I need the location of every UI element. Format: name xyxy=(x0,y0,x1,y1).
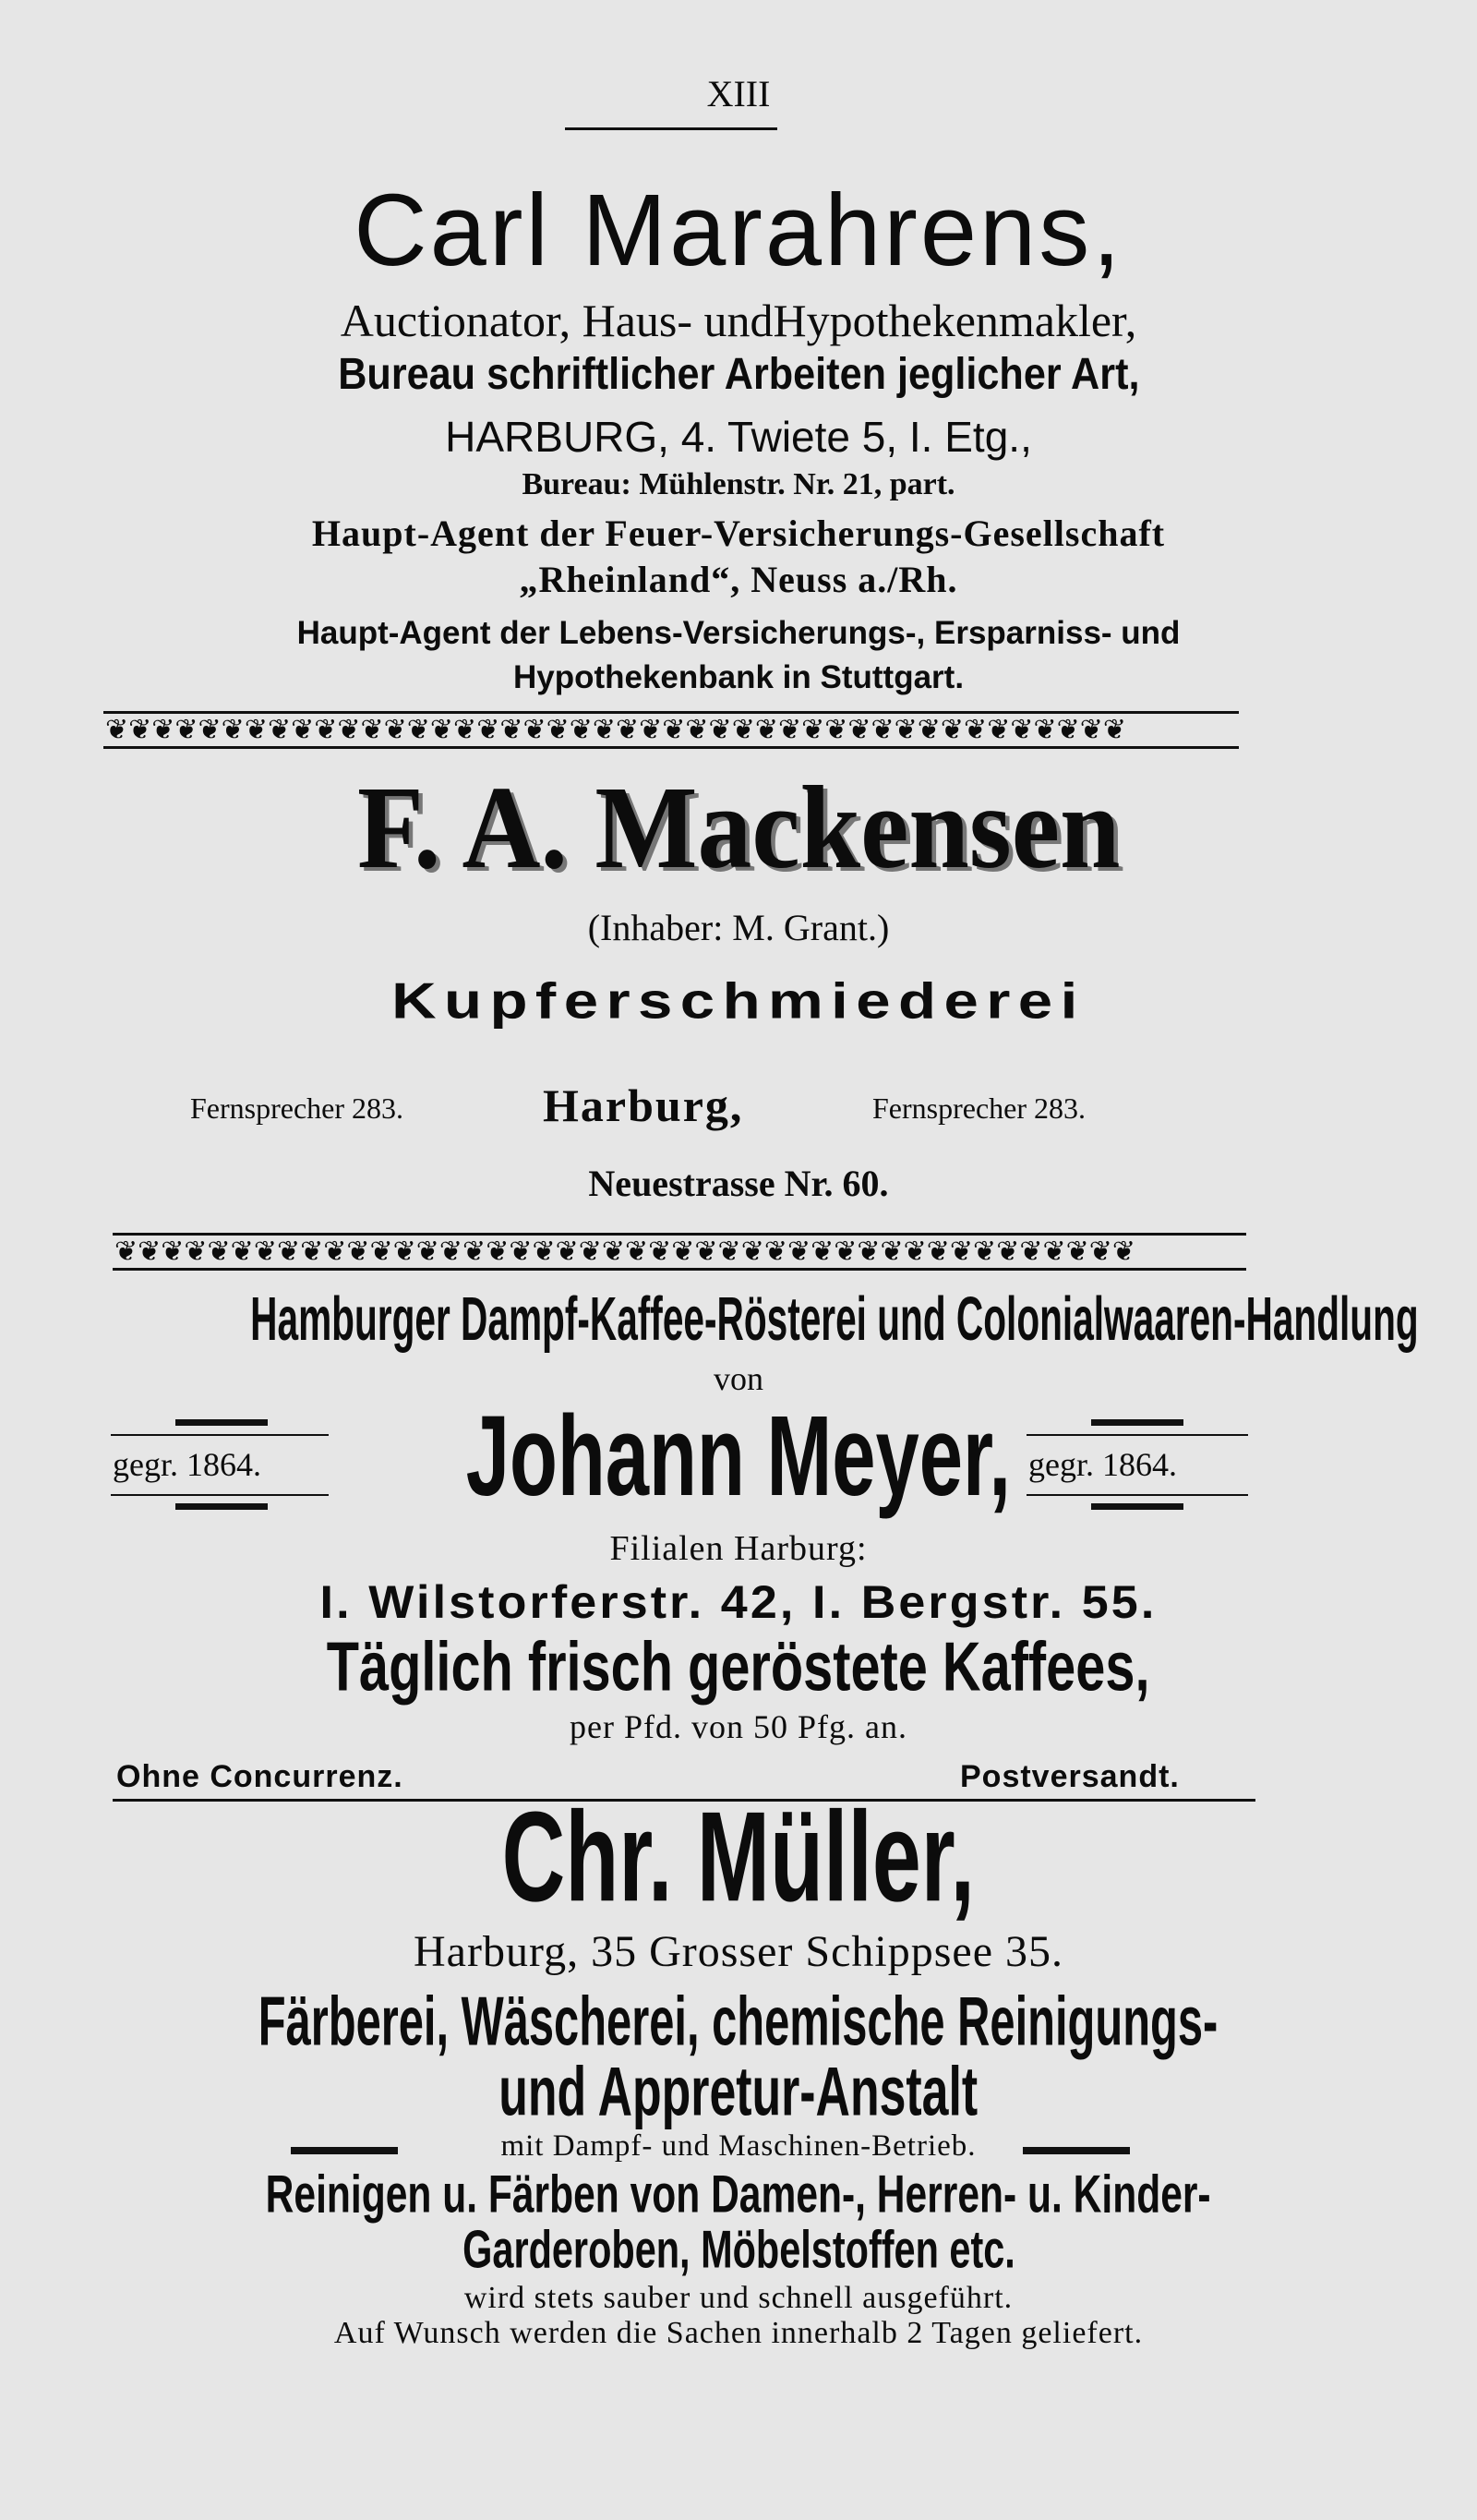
ad1-profession: Auctionator, Haus- undHypothekenmakler, xyxy=(340,295,1137,346)
ad2-owner: (Inhaber: M. Grant.) xyxy=(587,907,890,948)
ad2-trade: Kupferschmiederei xyxy=(391,972,1086,1030)
ad3-right-top-bar xyxy=(1091,1419,1183,1426)
ad2-phone-right: Fernsprecher 283. xyxy=(872,1091,1087,1125)
page-number: XIII xyxy=(706,73,771,115)
ad1-agent-fire: Haupt-Agent der Feuer-Versicherungs-Gesellschaft xyxy=(311,512,1166,554)
ad4-steam: mit Dampf- und Maschinen-Betrieb. xyxy=(500,2129,977,2163)
ad4-trade-line1: Färberei, Wäscherei, chemische Reinigungs- xyxy=(258,1982,1219,2060)
ad1-agent-life: Haupt-Agent der Lebens-Versicherungs-, Ersparniss- und xyxy=(296,615,1181,651)
ad1-name: Carl Marahrens, xyxy=(354,174,1123,287)
ad2-address: Neuestrasse Nr. 60. xyxy=(588,1163,889,1204)
ad4-note-line1: wird stets sauber und schnell ausgeführt. xyxy=(463,2281,1014,2315)
divider-2-top-rule xyxy=(113,1233,1246,1236)
ornament-divider-1: ❦❦❦❦❦❦❦❦❦❦❦❦❦❦❦❦❦❦❦❦❦❦❦❦❦❦❦❦❦❦❦❦❦❦❦❦❦❦❦❦❦❦❦❦ xyxy=(105,716,1127,745)
divider-1-bottom-rule xyxy=(103,746,1239,749)
ad3-right-rule xyxy=(1027,1434,1248,1436)
page-number-rule xyxy=(565,127,777,130)
ad1-address: HARBURG, 4. Twiete 5, I. Etg., xyxy=(445,413,1032,461)
ad4-name: Chr. Müller, xyxy=(501,1785,976,1928)
ad3-title: Hamburger Dampf-Kaffee-Rösterei und Colonialwaaren-Handlung xyxy=(250,1284,1419,1354)
ad3-von: von xyxy=(714,1360,763,1397)
ad1-rheinland: „Rheinland“, Neuss a./Rh. xyxy=(519,559,958,600)
ad3-founded-right: gegr. 1864. xyxy=(1028,1446,1177,1483)
ad2-city: Harburg, xyxy=(543,1079,744,1131)
ad3-left-note: Ohne Concurrenz. xyxy=(116,1759,403,1794)
ad1-bank: Hypothekenbank in Stuttgart. xyxy=(512,659,965,695)
divider-2-bottom-rule xyxy=(113,1268,1246,1271)
ad3-branches-label: Filialen Harburg: xyxy=(609,1529,868,1568)
ad4-note-line2: Auf Wunsch werden die Sachen innerhalb 2 Tagen geliefert. xyxy=(333,2316,1144,2350)
divider-1-top-rule xyxy=(103,711,1239,714)
ad3-right-under-rule xyxy=(1027,1494,1248,1496)
ad3-branches: I. Wilstorferstr. 42, I. Bergstr. 55. xyxy=(319,1576,1158,1628)
ad3-name: Johann Meyer, xyxy=(465,1392,1012,1521)
ad3-slogan: Täglich frisch geröstete Kaffees, xyxy=(327,1627,1150,1706)
ad4-service-line1: Reinigen u. Färben von Damen-, Herren- u. Kinder- xyxy=(266,2164,1211,2224)
ad4-service-line2: Garderoben, Möbelstoffen etc. xyxy=(462,2219,1015,2279)
ad2-phone-left: Fernsprecher 283. xyxy=(190,1091,404,1125)
ad4-trade-line2: und Appretur-Anstalt xyxy=(498,2052,979,2130)
ad1-bureau: Bureau schriftlicher Arbeiten jeglicher Art, xyxy=(337,350,1140,399)
ad3-founded-left: gegr. 1864. xyxy=(113,1446,261,1483)
ad4-steam-right-bar xyxy=(1023,2147,1130,2154)
ad3-right-note: Postversandt. xyxy=(960,1759,1180,1794)
ad3-right-bottom-bar xyxy=(1091,1503,1183,1510)
ad2-name: F. A. Mackensen xyxy=(356,762,1121,893)
ornament-divider-2: ❦❦❦❦❦❦❦❦❦❦❦❦❦❦❦❦❦❦❦❦❦❦❦❦❦❦❦❦❦❦❦❦❦❦❦❦❦❦❦❦❦❦❦❦ xyxy=(114,1237,1136,1267)
ad4-address: Harburg, 35 Grosser Schippsee 35. xyxy=(414,1927,1063,1976)
ad1-bureau-address: Bureau: Mühlenstr. Nr. 21, part. xyxy=(522,467,955,501)
ad3-price: per Pfd. von 50 Pfg. an. xyxy=(570,1708,907,1745)
